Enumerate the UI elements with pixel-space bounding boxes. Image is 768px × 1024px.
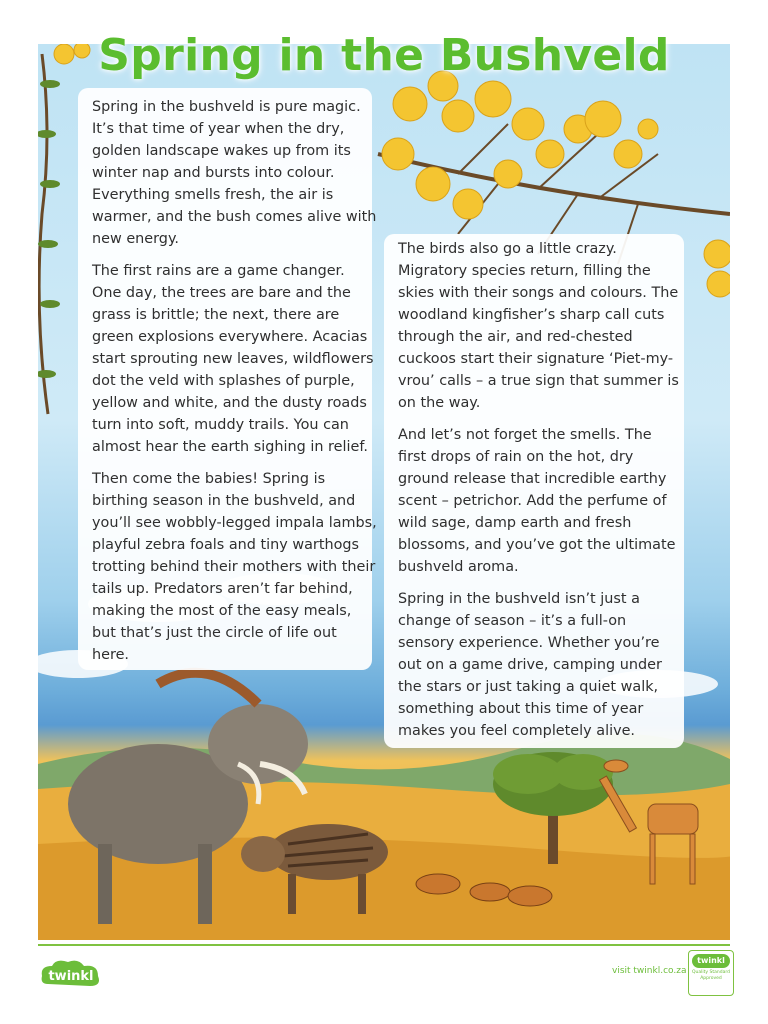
paragraph: Spring in the bushveld isn’t just a change of season – it’s a full-on sensory experience. Whether you’re out on a game drive, camping under the stars or just taking a quiet walk, something about this time of year makes you feel completely alive. (398, 591, 662, 739)
quality-badge (688, 950, 734, 996)
paragraph: And let’s not forget the smells. The first drops of rain on the hot, dry ground release that incredible earthy scent – petrichor. Add the perfume of wild sage, damp earth and fresh blossoms, and you’ve got the ultimate bushveld aroma. (398, 427, 676, 575)
paragraph: The birds also go a little crazy. Migratory species return, filling the skies with their songs and colours. The woodland kingfisher’s sharp call cuts through the air, and red-chested cuckoos start their signature ‘Piet-my-vrou’ calls – a true sign that summer is on the way. (398, 241, 679, 411)
paragraph: The first rains are a game changer. One day, the trees are bare and the grass is brittle; the next, there are green explosions everywhere. Acacias start sprouting new leaves, wildflowers dot the veld with splashes of purple, yellow and white, and the dusty roads turn into soft, muddy trails. You can almost hear the earth sighing in relief. (92, 263, 374, 455)
left-column (92, 96, 378, 676)
right-column (398, 238, 684, 752)
badge-caption: Quality Standard Approved (692, 970, 730, 981)
badge-label: twinkl (692, 954, 730, 968)
paragraph: Then come the babies! Spring is birthing season in the bushveld, and you’ll see wobbly-legged impala lambs, playful zebra foals and tiny warthogs trotting behind their mothers with their tails up. Predators aren’t far behind, making the most of the easy meals, but that’s just the circle of life out here. (92, 471, 377, 663)
visit-link[interactable]: visit twinkl.co.za (612, 966, 687, 976)
logo-text: twinkl (48, 969, 94, 984)
left-vines (39, 54, 48, 414)
page-title: Spring in the Bushveld (98, 30, 670, 81)
twinkl-logo[interactable] (38, 956, 108, 992)
paragraph: Spring in the bushveld is pure magic. It’s that time of year when the dry, golden landscape wakes up from its winter nap and bursts into colour. Everything smells fresh, the air is warmer, and the bush comes alive with new energy. (92, 99, 377, 247)
footer-divider (38, 944, 730, 946)
